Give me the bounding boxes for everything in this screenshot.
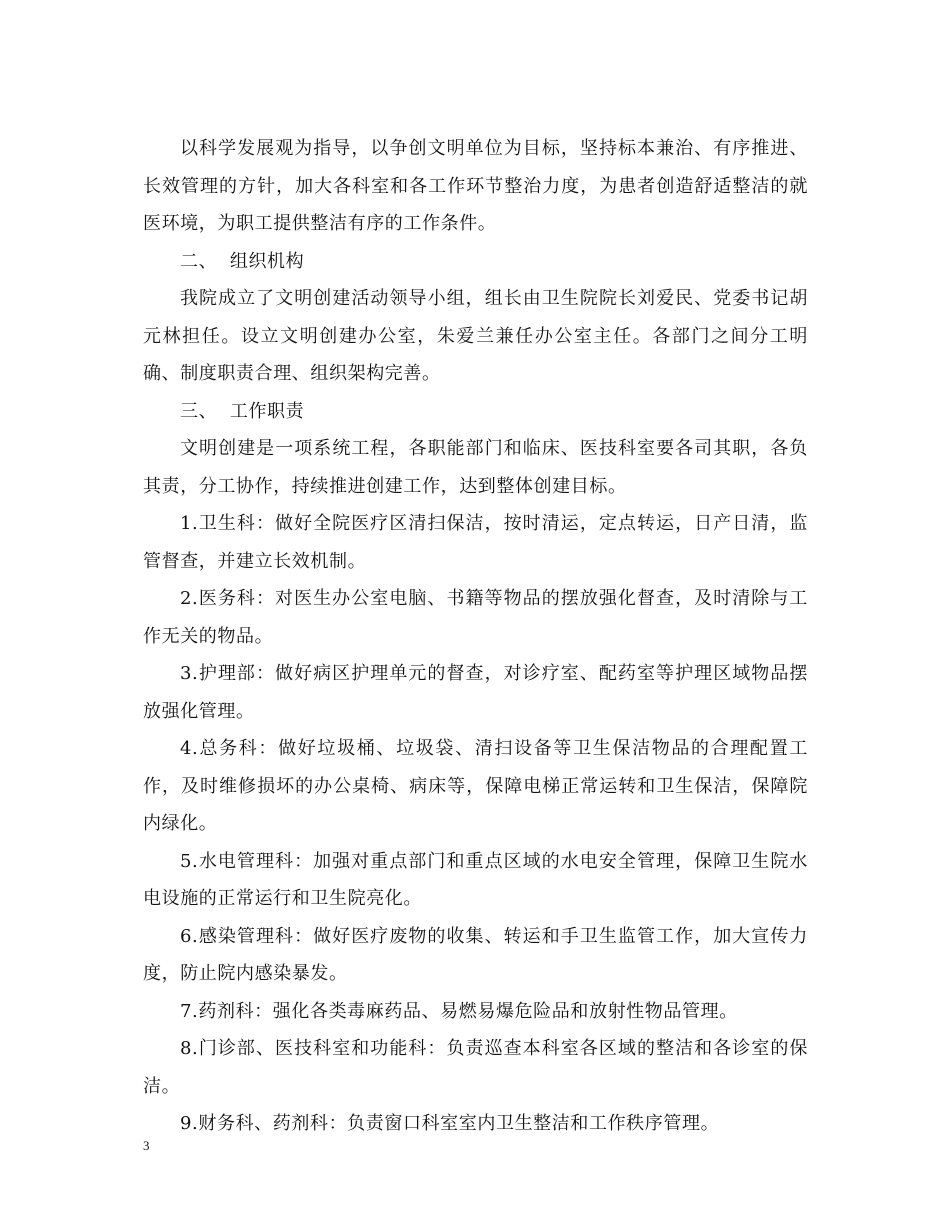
list-item-nursing-dept: 3.护理部：做好病区护理单元的督查，对诊疗室、配药室等护理区域物品摆放强化管理。: [143, 663, 808, 722]
paragraph-responsibilities-intro: 文明创建是一项系统工程，各职能部门和临床、医技科室要各司其职，各负其责，分工协作，持续推进创建工作，达到整体创建目标。: [143, 438, 808, 497]
document-body: [143, 130, 808, 1143]
paragraph-organization: 我院成立了文明创建活动领导小组，组长由卫生院院长刘爱民、党委书记胡元林担任。设立文明创建办公室，朱爱兰兼任办公室主任。各部门之间分工明确、制度职责合理、组织架构完善。: [143, 288, 808, 384]
list-item-health-dept: 1.卫生科：做好全院医疗区清扫保洁，按时清运，定点转运，日产日清，监管督查，并建立长效机制。: [143, 513, 808, 572]
list-item-medical-affairs: 2.医务科：对医生办公室电脑、书籍等物品的摆放强化督查，及时清除与工作无关的物品。: [143, 588, 808, 647]
section-heading-organization: 二、 组织机构: [180, 250, 305, 272]
section-heading-responsibilities: 三、 工作职责: [180, 400, 305, 422]
list-item-general-affairs: 4.总务科：做好垃圾桶、垃圾袋、清扫设备等卫生保洁物品的合理配置工作，及时维修损坏的办公桌椅、病床等，保障电梯正常运转和卫生保洁，保障院内绿化。: [143, 738, 808, 834]
list-item-outpatient-depts: 8.门诊部、医技科室和功能科：负责巡查本科室各区域的整洁和各诊室的保洁。: [143, 1038, 808, 1097]
list-item-utilities-management: 5.水电管理科：加强对重点部门和重点区域的水电安全管理，保障卫生院水电设施的正常运行和卫生院亮化。: [143, 850, 808, 909]
page-number: 3: [143, 1138, 150, 1153]
list-item-infection-control: 6.感染管理科：做好医疗废物的收集、转运和手卫生监管工作，加大宣传力度，防止院内感染暴发。: [143, 925, 808, 984]
list-item-finance-pharmacy: 9.财务科、药剂科：负责窗口科室室内卫生整洁和工作秩序管理。: [180, 1113, 720, 1134]
paragraph-guiding-principle: 以科学发展观为指导，以争创文明单位为目标，坚持标本兼治、有序推进、长效管理的方针，加大各科室和各工作环节整治力度，为患者创造舒适整洁的就医环境，为职工提供整洁有序的工作条件。: [143, 138, 808, 234]
list-item-pharmacy: 7.药剂科：强化各类毒麻药品、易燃易爆危险品和放射性物品管理。: [180, 1000, 738, 1022]
